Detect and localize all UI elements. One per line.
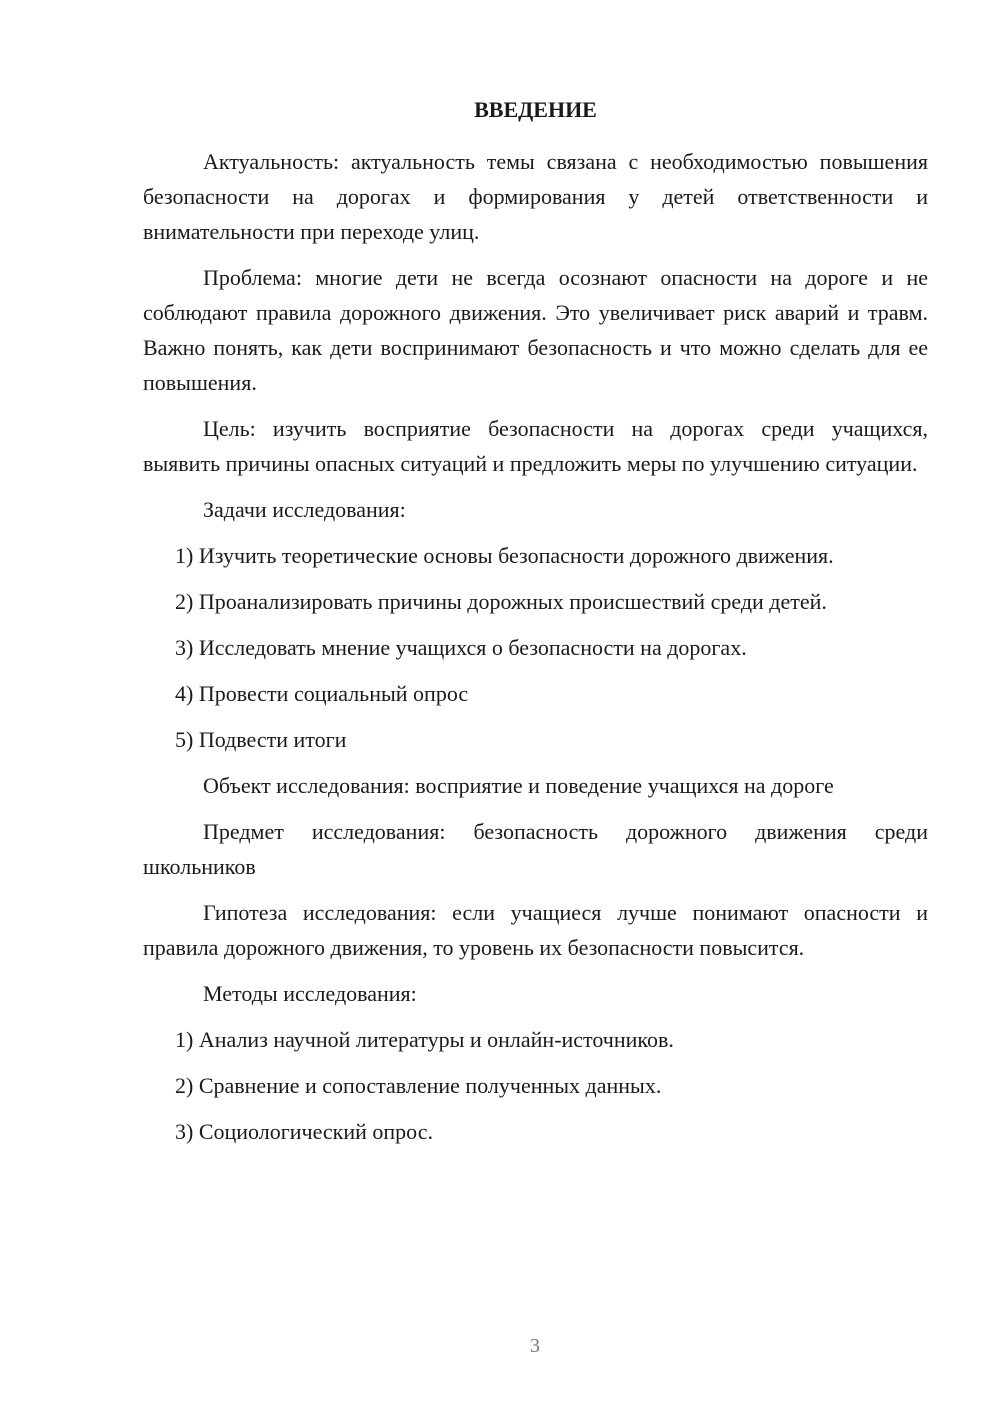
method-item: 1) Анализ научной литературы и онлайн-источников.	[175, 1027, 674, 1052]
methods-title: Методы исследования:	[203, 981, 417, 1006]
object-paragraph: Объект исследования: восприятие и поведение учащихся на дороге	[203, 773, 834, 798]
problem-paragraph: Проблема: многие дети не всегда осознают опасности на дороге и не соблюдают правила дорожного движения. Это увеличивает риск аварий и травм. Важно понять, как дети воспринимают безопасность и что можно сделать для ее повышения.	[143, 265, 928, 395]
task-item: 3) Исследовать мнение учащихся о безопасности на дорогах.	[175, 635, 747, 660]
task-item: 5) Подвести итоги	[175, 727, 347, 752]
page-number: 3	[530, 1335, 540, 1357]
method-item: 2) Сравнение и сопоставление полученных данных.	[175, 1073, 662, 1098]
task-item: 1) Изучить теоретические основы безопасности дорожного движения.	[175, 543, 834, 568]
task-item: 4) Провести социальный опрос	[175, 681, 469, 706]
hypothesis-paragraph: Гипотеза исследования: если учащиеся лучше понимают опасности и правила дорожного движения, то уровень их безопасности повысится.	[143, 900, 928, 960]
subject-paragraph: Предмет исследования: безопасность дорожного движения среди школьников	[143, 819, 928, 879]
section-heading: ВВЕДЕНИЕ	[474, 97, 597, 122]
tasks-title: Задачи исследования:	[203, 497, 406, 522]
goal-paragraph: Цель: изучить восприятие безопасности на дорогах среди учащихся, выявить причины опасных ситуаций и предложить меры по улучшению ситуации.	[143, 416, 928, 476]
task-item: 2) Проанализировать причины дорожных происшествий среди детей.	[175, 589, 827, 614]
relevance-paragraph: Актуальность: актуальность темы связана с необходимостью повышения безопасности на дорогах и формирования у детей ответственности и внимательности при переходе улиц.	[143, 149, 928, 244]
method-item: 3) Социологический опрос.	[175, 1119, 433, 1144]
page-content	[143, 93, 928, 1160]
